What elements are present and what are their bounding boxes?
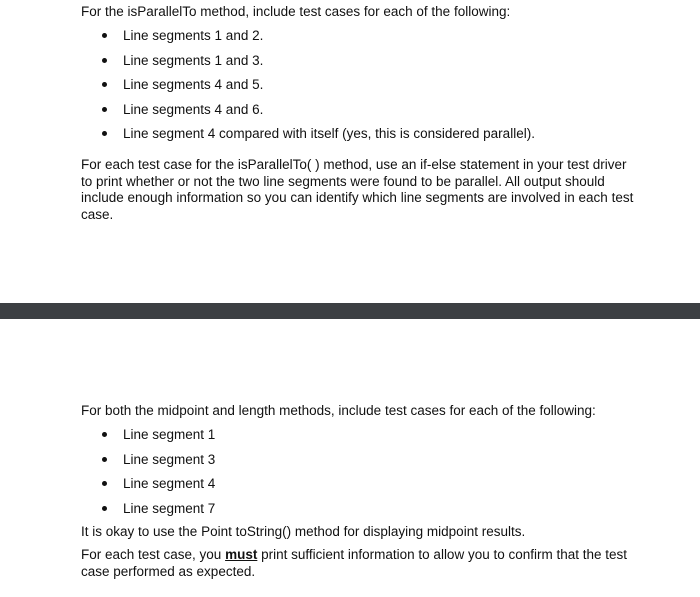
must-emphasis: must: [225, 547, 258, 562]
list-item: Line segment 4: [100, 476, 215, 501]
list-item: Line segments 4 and 5.: [100, 77, 535, 102]
list-item: Line segments 1 and 3.: [100, 53, 535, 78]
list-item: Line segment 4 compared with itself (yes, this is considered parallel).: [100, 126, 535, 151]
section1-paragraph: For each test case for the isParallelTo( ) method, use an if-else statement in your test driver to print whether or not the two line segments were found to be parallel. All output should include enough information so you can identify which line segments are involved in each test case.: [81, 157, 634, 222]
list-item: Line segments 4 and 6.: [100, 102, 535, 127]
section-divider: [0, 303, 700, 319]
section2-note: It is okay to use the Point toString() method for displaying midpoint results.: [81, 524, 526, 539]
section2-final-paragraph: For each test case, you must print sufficient information to allow you to confirm that the test case performed as expected.: [81, 547, 628, 579]
bullet-dot: [102, 506, 107, 511]
list-item: Line segment 7: [100, 501, 215, 526]
section1-bullet-list: [100, 28, 535, 151]
bullet-dot: [102, 481, 107, 486]
bullet-dot: [102, 33, 107, 38]
list-item: Line segment 3: [100, 452, 215, 477]
section2-bullet-list: [100, 427, 215, 525]
bullet-dot: [102, 107, 107, 112]
bullet-dot: [102, 131, 107, 136]
section1-intro: For the isParallelTo method, include test cases for each of the following:: [81, 4, 511, 19]
list-item: Line segment 1: [100, 427, 215, 452]
section2-intro: For both the midpoint and length methods, include test cases for each of the following:: [81, 403, 596, 418]
bullet-dot: [102, 82, 107, 87]
bullet-dot: [102, 457, 107, 462]
list-item: Line segments 1 and 2.: [100, 28, 535, 53]
bullet-dot: [102, 432, 107, 437]
bullet-dot: [102, 58, 107, 63]
section1-paragraph-container: [81, 157, 661, 222]
